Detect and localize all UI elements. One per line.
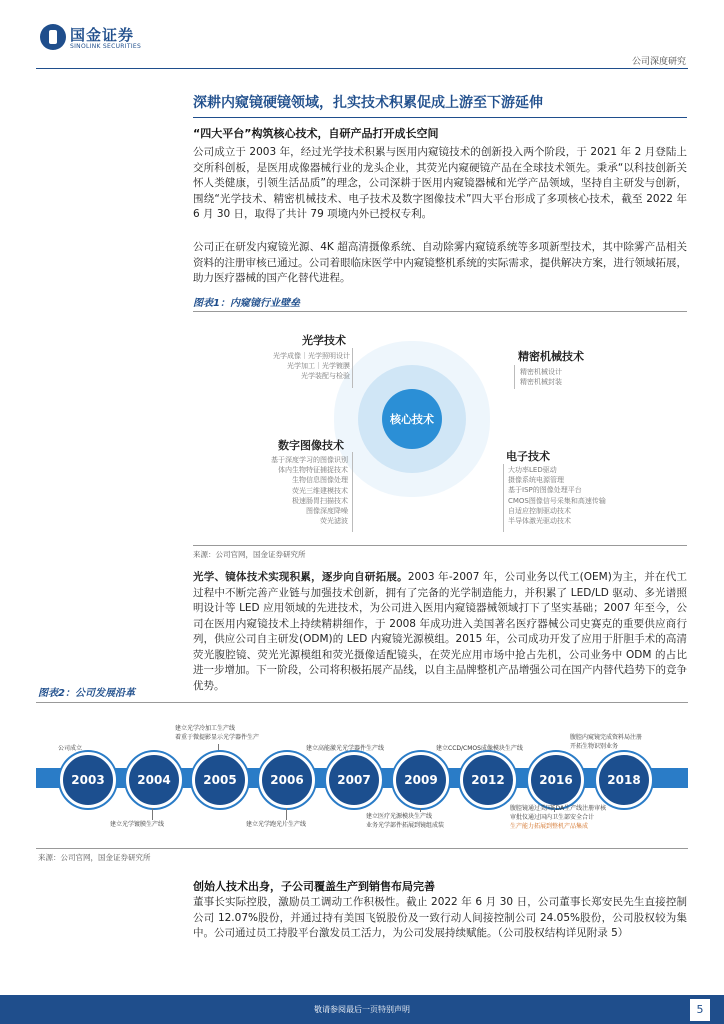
- electronic-item: 基于ISP的图像处理平台: [508, 486, 582, 495]
- digital-item: 基于深度学习的图像识别: [271, 456, 348, 464]
- figure2-bottom-rule: [36, 848, 688, 849]
- mechanical-tech-title: 精密机械技术: [518, 350, 584, 363]
- digital-item: 极速肠胃扫描技术: [292, 496, 348, 505]
- optical-divider: [352, 348, 353, 388]
- figure2-label: 图表2：公司发展沿革: [38, 688, 135, 699]
- event-2007: 建立高能激光光学器件生产线: [306, 745, 385, 752]
- paragraph-history: [193, 570, 687, 694]
- header-divider: [36, 68, 688, 69]
- paragraph-company-intro: 公司成立于 2003 年，经过光学技术积累与医用内窥镜技术的创新投入两个阶段，于 2021 年 2 月登陆上交所科创板，是医用成像器械行业的龙头企业，其荧光内窥硬镜产品在全球技术领先。秉承“以科技创新关怀人类健康，引领生活品质”的理念，公司深耕于医用内窥镜器械和光学产品领域，坚持自主研发与创新，围绕“光学技术、精密机械技术、电子技术及数字图像技术”四大平台形成了多项核心技术，截至 2022 年 6 月 30 日，取得了共计 79 项境内外已授权专利。: [193, 146, 687, 220]
- event-2012: 建立CCD/CMOS成像模块生产线: [436, 745, 523, 752]
- logo-icon: [40, 24, 66, 50]
- optical-tech-title: 光学技术: [302, 334, 346, 347]
- event-2009: 建立医疗光源模块生产线 业务光学部件拓展到镜组成装: [366, 813, 445, 829]
- year-node-2006: 2006: [259, 752, 315, 808]
- mechanical-tech-items: [520, 367, 562, 387]
- figure2-top-rule: [36, 702, 688, 703]
- optical-tech-items: 光学成像｜光学照明设计 光学加工｜光学镀膜 光学装配与检验: [273, 352, 350, 381]
- event-2016-c: 生产能力拓展到整机产品集成: [510, 823, 589, 830]
- tick-2006: [286, 808, 287, 820]
- mechanical-item: 精密机械封装: [520, 378, 562, 387]
- year-node-2003: 2003: [60, 752, 116, 808]
- digital-tech-title: 数字图像技术: [278, 439, 344, 452]
- digital-item: 荧光三维建模技术: [292, 486, 348, 495]
- digital-divider: [352, 452, 353, 532]
- section-title-divider: [193, 117, 687, 118]
- year-node-2005: 2005: [192, 752, 248, 808]
- event-2018: 腹腔内窥镜完成资料局注册 开拓生物识别业务: [570, 734, 643, 750]
- year-node-2007: 2007: [326, 752, 382, 808]
- section-title: 深耕内窥镜硬镜领域，扎实技术积累促成上游至下游延伸: [193, 95, 543, 111]
- event-2003: 公司成立: [58, 745, 83, 752]
- core-tech-label: 核心技术: [390, 413, 434, 426]
- core-tech-circle: [382, 389, 442, 449]
- year-node-2012: 2012: [460, 752, 516, 808]
- digital-item: 图像深度降噪: [306, 507, 348, 516]
- optical-item: 光学成像: [273, 352, 301, 360]
- electronic-divider: [503, 464, 504, 532]
- figure1-top-rule: [193, 311, 687, 312]
- history-body: 2003 年-2007 年，公司业务以代工(OEM)为主，并在代工过程中不断完善产业链与加强技术创新，拥有了完备的光学制造能力，并积累了 LED/LD 驱动、多光谱照明设计等 LED 应用领域的先进技术，为公司进入医用内窥镜器械领域打下了坚实基础；2007 年至今，公司在医用内窥镜技术上持续精耕细作，于 2008 年成功进入美国著名医疗器械公司史赛克的重要供应商行列，供应公司自主研发(ODM)的 LED 内窥镜光源模组。2015 年，公司成功开发了应用于肝胆手术的高清荧光腹腔镜、荧光光源模组和荧光摄像适配镜头，在荧光应用市场中抢占先机，公司业务中 ODM 的占比进一步增加。下一阶段，公司将积极拓展产品线，以自主品牌整机产品增强公司在国产内替代趋势下的竞争优势。: [193, 571, 687, 692]
- subheading-core-tech: “四大平台”构筑核心技术，自研产品打开成长空间: [193, 127, 439, 140]
- electronic-item: 大功率LED驱动: [508, 466, 557, 474]
- optical-item: 光学装配与检验: [301, 372, 350, 381]
- digital-item: 体内生物特征捕捉技术: [278, 466, 348, 475]
- event-2005: 建立光学冷加工生产线 着重于微提影显示光学器件生产: [175, 725, 260, 741]
- logo-cn: 国金证券: [70, 26, 135, 44]
- figure1-source: 来源：公司官网，国金证券研究所: [193, 550, 306, 559]
- electronic-item: 自适应控制驱动技术: [508, 506, 571, 515]
- figure1-label: 图表1：内窥镜行业壁垒: [193, 298, 300, 309]
- tick-2004: [152, 808, 153, 820]
- optical-item: 光学照明设计: [308, 352, 350, 360]
- figure1-bottom-rule: [193, 545, 687, 546]
- report-type: 公司深度研究: [631, 57, 686, 67]
- mechanical-divider: [514, 365, 515, 389]
- mechanical-item: 精密机械设计: [520, 368, 562, 376]
- event-2006: 建立光学跑光片生产线: [246, 821, 307, 828]
- year-node-2018: 2018: [596, 752, 652, 808]
- year-node-2016: 2016: [528, 752, 584, 808]
- electronic-tech-items: [508, 465, 688, 526]
- page-number: 5: [690, 999, 710, 1021]
- footer-disclaimer: 敬请参阅最后一页特别声明: [314, 1005, 410, 1014]
- figure2-source: 来源：公司官网，国金证券研究所: [38, 853, 151, 862]
- paragraph-rnd: 公司正在研发内窥镜光源、4K 超高清摄像系统、自动除雾内窥镜系统等多项新型技术，其中除雾产品相关资料的注册审核已通过。公司着眼临床医学中内窥镜整机系统的实际需求，提供解决方案，进行领域拓展，助力医疗器械的国产化替代进程。: [193, 241, 687, 284]
- logo-en: SINOLINK SECURITIES: [70, 43, 142, 50]
- event-2004: 建立光学镀膜生产线: [110, 821, 165, 828]
- digital-item: 生物信息图像处理: [292, 476, 348, 485]
- electronic-item: 摄像系统电源管理: [508, 476, 564, 485]
- electronic-item: CMOS图像信号采集和高速传输: [508, 496, 606, 505]
- optical-item: 光学镀膜: [322, 362, 350, 371]
- digital-item: 荧光滤波: [320, 517, 348, 526]
- year-node-2004: 2004: [126, 752, 182, 808]
- event-2016-b: 审批仪通过国内卫生部安全合计: [510, 814, 595, 821]
- year-node-2009: 2009: [393, 752, 449, 808]
- electronic-tech-title: 电子技术: [506, 450, 550, 463]
- paragraph-ownership: 董事长实际控股，激励员工调动工作积极性。截止 2022 年 6 月 30 日，公司董事长郑安民先生直接控制公司 12.07%股份，并通过持有美国飞锐股份及一致行动人间接控制公司 24.05%股份，公司股权较为集中。公司通过员工持股平台激发员工活力，为公司发展持续赋能。（公司股权结构详见附录 5）: [193, 896, 687, 939]
- history-lead: 光学、镜体技术实现积累，逐步向自研拓展。: [193, 571, 408, 583]
- digital-tech-items: [230, 455, 348, 526]
- optical-item: 光学加工: [287, 362, 315, 371]
- subheading-founder: 创始人技术出身，子公司覆盖生产到销售布局完善: [193, 880, 435, 893]
- electronic-item: 半导体激光驱动技术: [508, 517, 571, 526]
- event-2016-a: 腹腔镜通过美国FDA生产线注册审核: [510, 805, 607, 812]
